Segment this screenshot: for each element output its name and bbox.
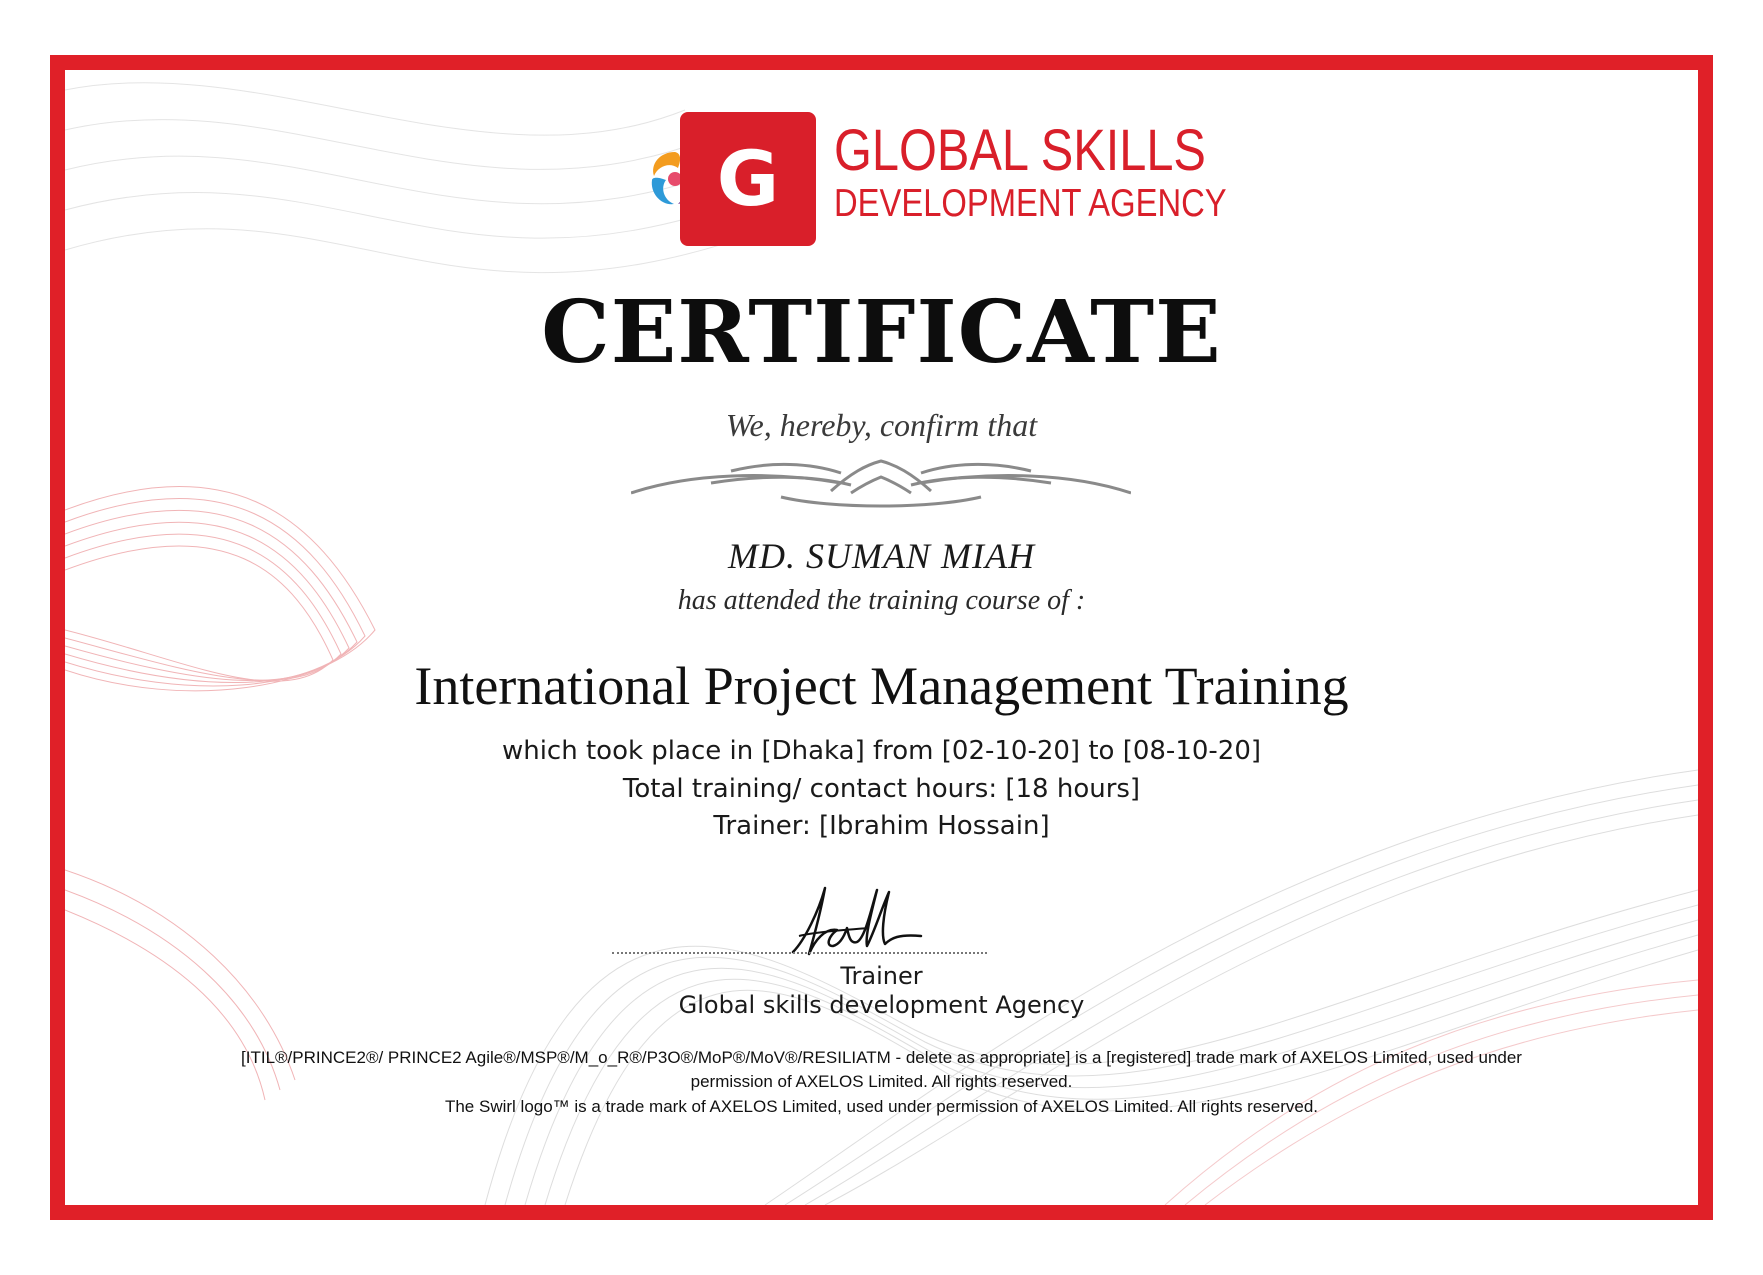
training-hours: Total training/ contact hours: [18 hours]: [622, 774, 1141, 804]
legal-notice-line2: permission of AXELOS Limited. All rights reserved.: [690, 1072, 1073, 1091]
certificate-frame: [50, 55, 1713, 1220]
trainer-name: Trainer: [Ibrahim Hossain]: [713, 811, 1050, 841]
signature-role: Trainer: [840, 962, 923, 990]
agency-name-line1: GLOBAL SKILLS: [834, 118, 1206, 183]
agency-logo: [640, 112, 1260, 252]
course-title: International Project Management Training: [414, 656, 1349, 716]
confirm-text: We, hereby, confirm that: [725, 407, 1038, 443]
trainer-signature: [785, 880, 925, 960]
signature-line: [612, 952, 987, 954]
logo-letter-box: G: [680, 112, 816, 246]
signature-organization: Global skills development Agency: [678, 991, 1085, 1019]
training-location-dates: which took place in [Dhaka] from [02-10-20] to [08-10-20]: [501, 736, 1262, 766]
ornament-divider-icon: [631, 453, 1131, 511]
recipient-name: MD. SUMAN MIAH: [728, 536, 1035, 576]
legal-notice-line1: [ITIL®/PRINCE2®/ PRINCE2 Agile®/MSP®/M_o_R®/P3O®/MoP®/MoV®/RESILIATM - delete as appropriate] is a [registered] trade mark of AXELOS Limited, used under: [241, 1048, 1522, 1067]
attended-text: has attended the training course of :: [677, 585, 1086, 616]
legal-notice-line3: The Swirl logo™ is a trade mark of AXELOS Limited, used under permission of AXELOS Limited. All rights reserved.: [444, 1097, 1319, 1116]
agency-name-line2: DEVELOPMENT AGENCY: [834, 182, 1227, 225]
certificate-title: CERTIFICATE: [541, 282, 1222, 383]
